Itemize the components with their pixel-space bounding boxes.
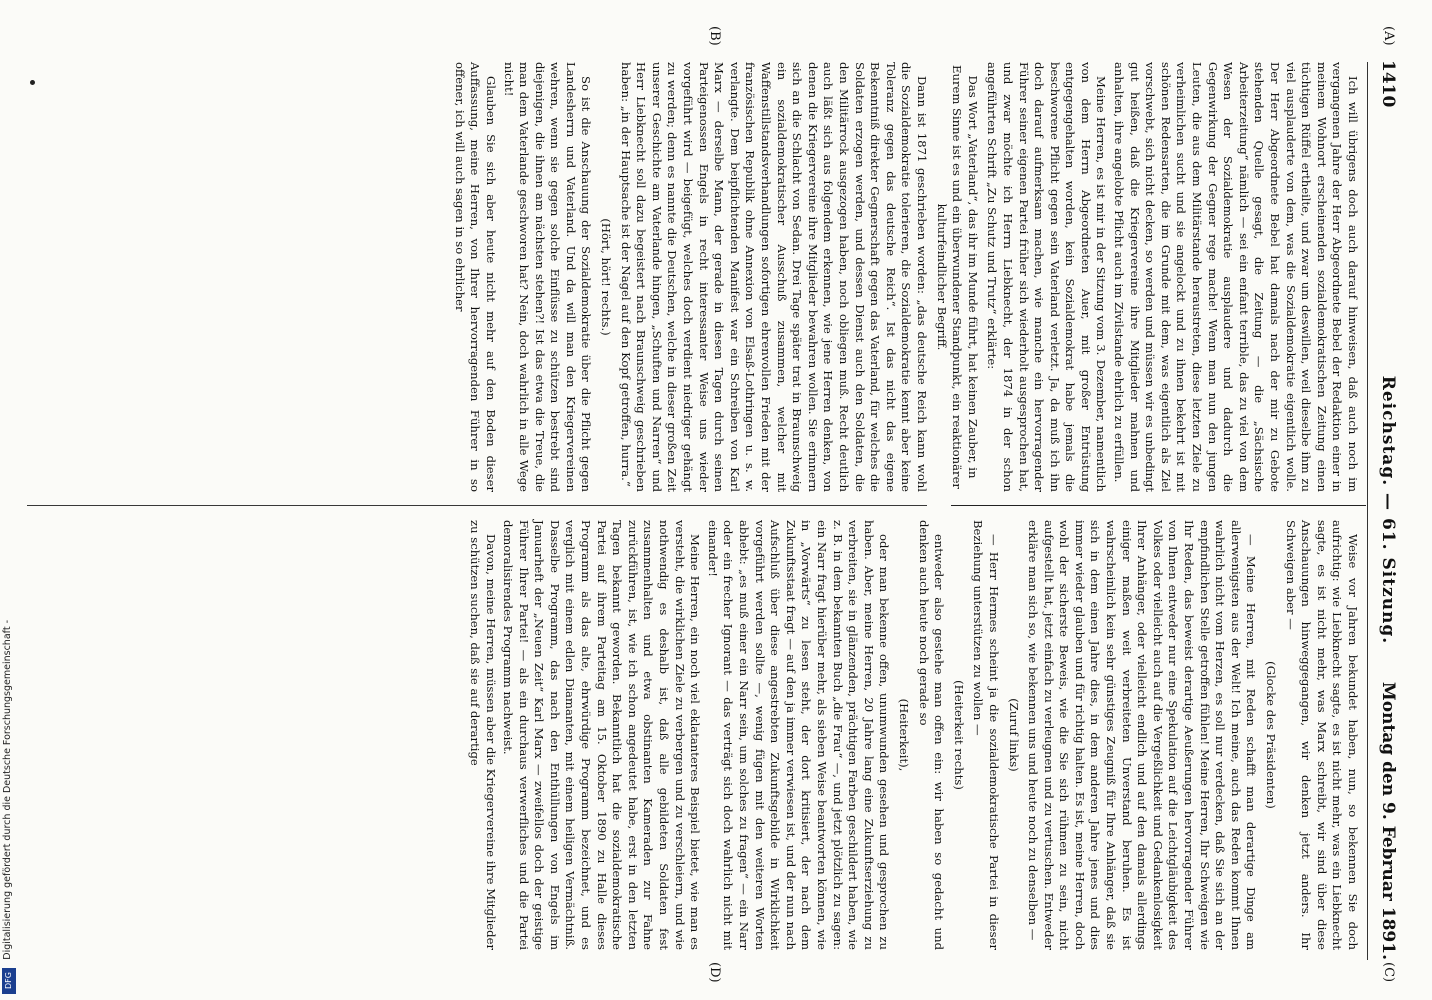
paragraph: So ist die Anschauung der Sozialdemokratie über die Pflicht gegen Landesherrn und Vaterland. Und da will man den Kriegervereinen wehren, wenn sie gegen solche Einflüsse zu schützen bestrebt sind diejenigen, die ihnen am nächsten stehen?! Ist das etwa die Treue, die man dem Vaterlande geschworen hat? Nein, doch wahrlich in alle Wege nicht! [501,62,594,492]
paragraph: Ich will übrigens doch auch darauf hinweisen, daß auch noch im vergangenen Jahre der Herr Abgeordnete Bebel der Redaktion einer in meinem Wohnort erscheinenden sozialdemokratischen Zeitung einen tüchtigen Rüffel ertheilte, und zwar um deswillen, weil dieselbe ihm zu viel ausplauderte von dem, was die Sozialdemokratie eigentlich wolle. Der Herr Abgeordnete Bebel hat damals nach der mir zu Gebote stehenden Quelle gesagt, die Zeitung — die „Sächsische Arbeiterzeitung“ nämlich — sei ein enfant terrible, das zu viel von dem Wesen der Sozialdemokratie ausplaudere und dadurch die Gegenwirkung der Gegner rege mache! Wenn man nun den jungen Leuten, die aus dem Militärstande heraustreten, diese letzten Ziele zu verheimlichen sucht und sie angelockt und zu ihnen bekehrt ist mit schönen Redensarten, die im Grunde mit dem, was eigentlich als Ziel vorschwebt, sich nicht decken, so werden und müssen wir es unbedingt gut heißen, daß die Kriegervereine ihre Mitglieder mahnen und anhalten, ihre angelobte Pflicht auch im Zivilstande ehrlich zu erfüllen. [1112,62,1360,492]
paragraph: entweder also gestehe man offen ein: wir haben so gedacht und denken auch heute noch gerade so [916,520,947,950]
margin-marker-c: (C) [1381,962,1396,983]
scan-speck [30,80,35,85]
dfg-logo: DFG [2,968,16,994]
paragraph: Davon, meine Herren, müssen aber die Kriegervereine ihre Mitglieder zu schützen suchen, daß sie auf derartige [467,520,498,950]
interjection: (Hört, hört! rechts.) [599,218,614,336]
margin-marker-d: (D) [707,962,722,983]
funding-notice: Digitalisierung gefördert durch die Deutsche Forschungsgemeinschaft - [2,620,13,960]
page-number: 1410 [1378,60,1398,108]
interjection: (Heiterkeit), [896,698,911,772]
digitization-footer [0,0,18,1000]
paragraph: oder man bekenne offen, unumwunden gesehen und gesprochen zu haben. Aber, meine Herren, 20 Jahre lang eine Zukunftserziehung zu verbreiten, sie in glänzenden, prächtigen Farben geschildert haben, wie z. B. in dem bekannten Buch „die Frau“ —, und jetzt plötzlich zu sagen: ein Narr fragt hierüber mehr, als sieben Weise beantworten können, wie in „Vorwärts“ zu lesen steht, der dort kritisiert, der nach dem Zukunftsstaat fragt — auf den ja immer verwiesen ist, und der nun nach Aufschluß über diese angestrebten Zukunftsgebilde in Wirklichkeit vorgeführt werden sollte —, wenig fügen mit den weiteren Worten abhebt: „es muß einer ein Narr sein, um solches zu fragen“ — ein Narr oder ein frecher Ignorant — das verträgt sich doch wahrlich nicht mit einander! [705,520,892,950]
quotation: Das Wort „Vaterland“, das ihr im Munde führt, hat keinen Zauber, in Eurem Sinne ist es und ein überwundener Standpunkt, ein reaktionärer kulturfeindlicher Begriff. [934,65,980,489]
header-title: Reichstag. — 61. Sitzung. [1378,375,1398,645]
paragraph: Meine Herren, ein noch viel eklatanteres Beispiel bietet, wie man es versteht, die wirklichen Ziele zu verbergen und zu verschleiern, und wie nothwendig es deshalb ist, daß alle gebildeten Soldaten fest zusammenhalten und etwa obstinanten Kameraden zur Fahne zurückführen, ist, wie ich schon angedeutet habe, erst in den letzten Tagen bekannt geworden. Bekanntlich hat die sozialdemokratische Partei auf ihrem Parteitag am 15. Oktober 1890 zu Halle dieses Programm als das alte, ehrwürdige Programm bezeichnet, und es verglich mit einem edlen Diamanten, mit einem heiligen Vermächtniß. Dasselbe Programm, das nach den Enthüllungen von Engels im Januarheft der „Neuen Zeit“ Karl Marx — zweifellos doch der geistige Führer Ihrer Partei! — als ein durchaus verwerfliches und die Partei demoralisirendes Programm nachweist. [501,520,703,950]
interjection: (Zuruf links) [1006,698,1021,772]
left-column [449,62,1360,492]
paragraph: Meine Herren, es ist mir in der Sitzung vom 3. Dezember, namentlich von dem Herrn Abgeordneten Auer, mit großer Entrüstung entgegengehalten worden, kein Sozialdemokrat habe jemals die beschworene Pflicht gegen sein Vaterland verletzt. Ja, da muß ich ihn doch darauf aufmerksam machen, wie manche ein hervorragender Führer seiner eigenen Partei früher sich wiederholt ausgesprochen hat, und zwar möchte ich Herrn Liebknecht, der 1874 in der schon angeführten Schrift „Zu Schutz und Trutz“ erklärte: [985,62,1109,492]
column-divider-lower [27,505,927,506]
header-date: Montag den 9. Februar 1891. [1378,681,1398,960]
paragraph: Weise vor Jahren bekundet haben, nun, so bekennen Sie doch aufrichtig: wie Liebknecht sagte, es ist nicht mehr, was ein Liebknecht sagte, es ist nicht mehr, was Marx schreibt, wir sind über diese Anschauungen hinweggegangen, wir denken jetzt anders. Ihr Schweigen aber — [1283,520,1360,950]
paragraph: — Herr Hermes scheint ja die sozialdemokratische Partei in dieser Beziehung unterstützen zu wollen — [971,520,1001,950]
right-column [464,520,1360,950]
page-header [1368,60,1402,960]
paragraph: — Meine Herren, mit Reden schafft man derartige Dinge am allerwenigsten aus der Welt! Ich meine, auch das Reden kommt Ihnen wahrlich nicht vom Herzen, es soll nur verdecken, daß Sie sich an der empfindlichen Stelle getroffen fühlen! Meine Herren, Ihr Schweigen wie Ihr Reden, das beweist derartige Aeußerungen hervorragender Führer von Ihnen entweder nur eine Spekulation auf die Leichtgläubigkeit des Volkes oder vielleicht auch auf die Vergeßlichkeit und Gedankenlosigkeit Ihrer Anhänger, oder vielleicht endlich und auf den damals allerdings einiger maßen weit verbreiteten Unverstand beruhen. Es ist wahrscheinlich kein sehr günstiges Zeugniß für Ihre Anhänger, daß sie sich in dem einen Jahre dies, in dem anderen Jahre jenes und dies immer wieder glauben und für richtig halten. Es ist, meine Herren, doch wohl der sicherste Beweis, wie die Sie sich rühmen zu sein, nicht aufgestellt hat, jetzt einfach zu verleugnen und zu vertuschen. Entweder erkläre man sich so, wie bekennen uns und heute noch zu denselben — [1026,520,1259,950]
margin-marker-b: (B) [707,26,722,46]
column-divider [951,505,1366,506]
paragraph: Glauben Sie sich aber heute nicht mehr auf den Boden dieser Auffassung, meine Herren, von Ihrer hervorragenden Führer in so offener, ich will auch sagen in so ehrlicher [452,62,498,492]
interjection: (Glocke des Präsidenten) [1264,661,1279,809]
header-rule [1367,62,1368,960]
margin-marker-a: (A) [1381,26,1396,46]
interjection: (Heiterkeit rechts) [951,680,966,790]
paragraph: Dann ist 1871 geschrieben worden: „das deutsche Reich kann wohl die Sozialdemokratie tolerieren, die Sozialdemokratie kennt aber keine Toleranz gegen das deutsche Reich“. Ist das nicht das eigene Bekenntniß direkter Gegnerschaft gegen das Vaterland, für welches die Soldaten erzogen werden, und dessen Dienst auch den Soldaten, die den Militärrock ausgezogen haben, noch obliegen muß. Recht deutlich auch läßt sich aus folgendem erkennen, wie jene Herren denken, von denen die Kriegervereine ihre Mitglieder bewahren wollen. Sie erinnern sich an die Schlacht von Sedan. Drei Tage später trat in Braunschweig ein sozialdemokratischer Ausschuß zusammen, welcher mit Waffenstillstandsverhandlungen sofortigen ehrenvollen Frieden mit der französischen Republik ohne Annexion von Elsaß-Lothringen u. s. w. verlangte. Dem beipflichtenden Manifest war ein Schreiben von Karl Marx — derselbe Mann, der gerade in diesen Tagen durch seinen Parteigenossen Engels in recht interessanter Weise uns wieder vorgeführt wird — beigefügt, welches doch verdient niedriger gehängt zu werden; denn es nannte die Deutschen, welche in dieser großen Zeit unserer Geschichte am Vaterlande hingen, „Schuften und Narren“ und Herr Liebknecht soll dazu begeistert nach Braunschweig geschrieben haben: „in der Hauptsache ist der Nagel auf den Kopf getroffen, hurra.“ [618,62,929,492]
